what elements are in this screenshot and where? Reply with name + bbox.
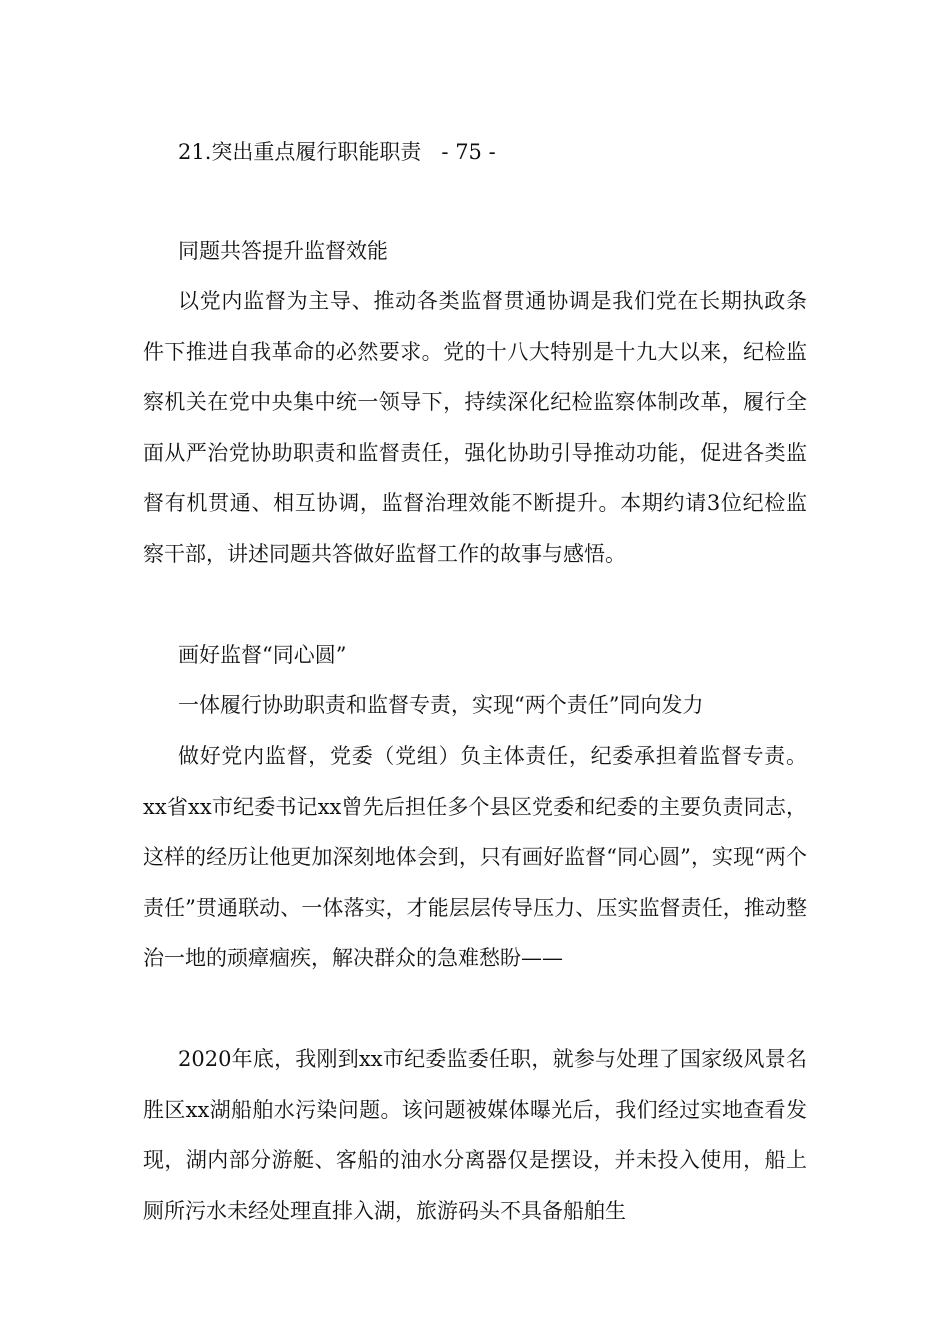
body-paragraph: 2020年底，我刚到xx市纪委监委任职，就参与处理了国家级风景名胜区xx湖船舶水污染问题。该问题被媒体曝光后，我们经过实地查看发现，湖内部分游艇、客船的油水分离器仅是摆设，并未投入使用，船上厕所污水未经处理直排入湖，旅游码头不具备船舶生 [143, 1047, 807, 1223]
page-header: 21.突出重点履行职能职责 - 75 - [178, 140, 496, 164]
intro-paragraph: 以党内监督为主导、推动各类监督贯通协调是我们党在长期执政条件下推进自我革命的必然要求。党的十八大特别是十九大以来，纪检监察机关在党中央集中统一领导下，持续深化纪检监察体制改革，履行全面从严治党协助职责和监督责任，强化协助引导推动功能，促进各类监督有机贯通、相互协调，监督治理效能不断提升。本期约请3位纪检监察干部，讲述同题共答做好监督工作的故事与感悟。 [143, 289, 807, 566]
section-heading: 画好监督“同心圆” [178, 643, 347, 667]
body-paragraph: 做好党内监督，党委（党组）负主体责任，纪委承担着监督专责。xx省xx市纪委书记xx曾先后担任多个县区党委和纪委的主要负责同志，这样的经历让他更加深刻地体会到，只有画好监督“同心圆”，实现“两个责任”贯通联动、一体落实，才能层层传导压力、压实监督责任，推动整治一地的顽瘴痼疾，解决群众的急难愁盼—— [143, 744, 807, 970]
section-subtitle: 一体履行协助职责和监督专责，实现“两个责任”同向发力 [178, 693, 704, 717]
article-title: 同题共答提升监督效能 [178, 239, 388, 263]
